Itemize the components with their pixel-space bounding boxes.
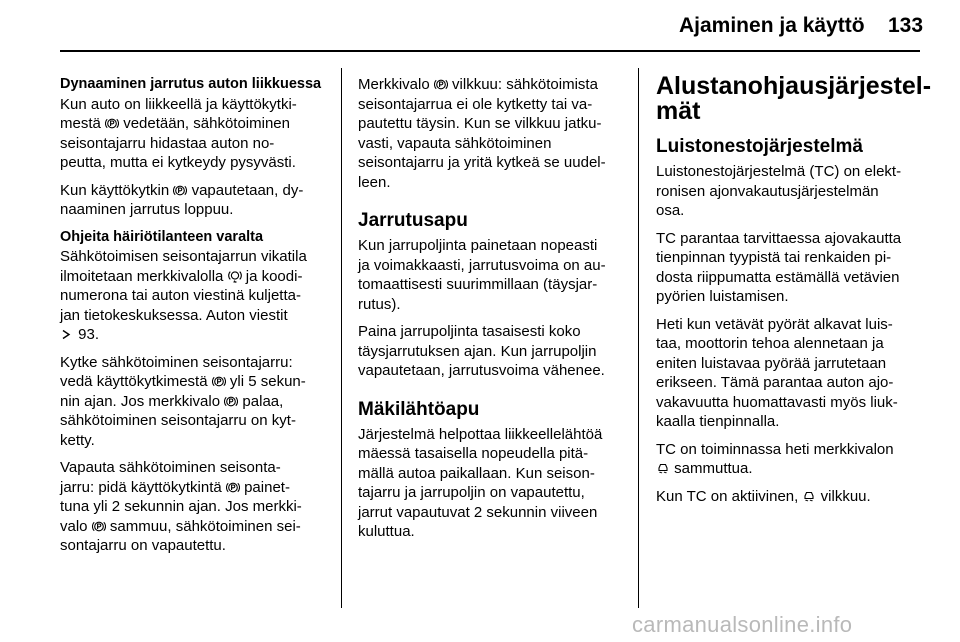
text-line: pyörien luistamisen. [656,288,789,305]
text-line: eniten luistavaa pyörää jarrutetaan [656,354,887,372]
paragraph-release [60,181,332,220]
parking-brake-icon [173,184,187,197]
text-line: sontajarru on vapautettu. [60,537,226,554]
chapter-heading: Alustanohjausjärjestel- mät [656,72,932,125]
paragraph-brake-assist-1 [358,236,630,314]
text-line: mällä autoa paikallaan. Kun seison- [358,464,595,482]
traction-control-icon [656,462,670,475]
text-line: kuluttua. [358,523,415,540]
text-line: tuna yli 2 sekunnin ajan. Jos merkki- [60,498,302,515]
text-line: vakavuutta huomattavasti myös liuk- [656,393,898,411]
text-line: Kun auto on liikkeellä ja käyttökytki- [60,95,297,113]
text-line: sähkötoiminen seisontajarru on kyt- [60,412,296,429]
text-line: tajarru ja jarrupoljin on vapautettu, [358,484,585,501]
paragraph-tc-ready [656,440,924,479]
parking-brake-icon [434,78,448,91]
text-line: seisontajarru hidastaa auton no- [60,134,275,152]
text-line: seisontajarrua ei ole kytketty tai va- [358,95,593,113]
column-divider-left [341,68,342,608]
header-rule [60,50,920,52]
text-line: sammuttua. [656,459,924,479]
text-line: leen. [358,173,391,191]
section-heading-traction-control: Luistonestojärjestelmä [656,136,863,157]
section-heading-brake-assist: Jarrutusapu [358,210,468,231]
paragraph-brake-assist-2 [358,322,630,381]
text-line: Kun TC on aktiivinen, vilkkuu. [656,487,871,505]
text-line: vapautetaan, jarrutusvoima vähenee. [358,362,605,379]
parking-brake-icon [212,375,226,388]
text-line: Järjestelmä helpottaa liikkeellelähtöä [358,425,603,443]
text-line: osa. [656,202,685,219]
parking-brake-icon [226,481,240,494]
traction-control-icon [802,490,816,503]
text-line: taa, moottorin tehoa alennetaan ja [656,335,884,352]
parking-brake-icon [105,117,119,130]
text-line: kaalla tienpinnalla. [656,413,780,430]
reference-arrow-icon[interactable] [60,328,74,341]
text-line: mestä vedetään, sähkötoiminen [60,115,290,132]
text-line: Kun jarrupoljinta painetaan nopeasti [358,237,598,254]
text-line: Merkkivalo vilkkuu: sähkötoimista [358,76,598,93]
text-line: numerona tai auton viestinä kuljetta- [60,287,301,304]
subheading-fault: Ohjeita häiriötilanteen varalta [60,228,264,245]
text-line: dosta riippumatta estämällä vetävien [656,268,900,286]
parking-brake-icon [224,395,238,408]
text-line: mäessä tasaisella nopeudella pitä- [358,445,589,462]
text-line: nin ajan. Jos merkkivalo palaa, [60,392,284,410]
paragraph-disengage [60,458,332,556]
text-line: vedä käyttökytkimestä yli 5 sekun- [60,373,306,390]
text-line: ilmoitetaan merkkivalolla ja koodi- [60,267,303,285]
page-number: 133 [888,14,924,37]
column-3 [656,72,932,514]
text-line: valo sammuu, sähkötoiminen sei- [60,517,301,535]
brake-fault-icon [228,270,242,283]
text-line: vasti, vapauta sähkötoiminen [358,134,552,152]
paragraph-hill-start-assist [358,425,630,542]
paragraph-tc-operation [656,315,924,432]
text-line: jarru: pidä käyttökytkintä painet- [60,478,290,496]
paragraph-indicator-flash [358,75,630,192]
running-header-title: Ajaminen ja käyttö [679,14,865,37]
text-line: täysjarrutuksen ajan. Kun jarrupoljin [358,342,597,360]
text-line: erikseen. Tämä parantaa auton ajo- [656,374,894,391]
text-line: Kun käyttökytkin vapautetaan, dy- [60,181,304,199]
watermark: carmanualsonline.info [632,612,853,637]
parking-brake-icon [92,520,106,533]
column-divider-right [638,68,639,608]
text-line: rutus). [358,295,401,313]
text-line: TC on toiminnassa heti merkkivalon [656,440,894,458]
text-line: Paina jarrupoljinta tasaisesti koko [358,323,581,340]
paragraph-tc-benefit [656,229,924,307]
text-line: Kytke sähkötoiminen seisontajarru: [60,353,293,371]
paragraph-fault [60,228,332,345]
text-line: ketty. [60,431,95,449]
text-line: tienpinnan tyypistä tai renkaiden pi- [656,249,892,266]
text-line: naaminen jarrutus loppuu. [60,201,234,218]
page-reference[interactable]: 93. [78,326,100,343]
section-heading-hill-start-assist: Mäkilähtöapu [358,398,480,420]
paragraph-tc-active [656,487,924,507]
text-line: Vapauta sähkötoiminen seisonta- [60,459,281,476]
paragraph-engage [60,353,332,451]
text-line: TC parantaa tarvittaessa ajovakautta [656,229,902,247]
text-line: Luistonestojärjestelmä (TC) on elekt- [656,163,902,180]
text-line [60,325,332,345]
text-line: Sähkötoimisen seisontajarrun vikatila [60,248,307,265]
text-line: ronisen ajonvakautusjärjestelmän [656,182,879,200]
text-line: seisontajarru ja yritä kytkeä se uudel- [358,154,606,171]
column-1 [60,75,332,564]
text-line: ja voimakkaasti, jarrutusvoima on au- [358,256,606,274]
text-line: tomaattisesti suurimmillaan (täysjar- [358,276,598,293]
text-line: jarrut vapautuvat 2 sekunnin viiveen [358,503,598,521]
subheading-dynamic-braking: Dynaaminen jarrutus auton liikkuessa [60,76,322,92]
text-line: Heti kun vetävät pyörät alkavat luis- [656,315,893,333]
text-line: peutta, mutta ei kytkeydy pysyvästi. [60,154,296,171]
column-2 [358,75,630,550]
paragraph-dynamic-braking [60,75,332,173]
paragraph-tc-intro [656,162,924,221]
text-line: jan tietokeskuksessa. Auton viestit [60,306,288,324]
text-line: pautettu täysin. Kun se vilkkuu jatku- [358,115,602,132]
